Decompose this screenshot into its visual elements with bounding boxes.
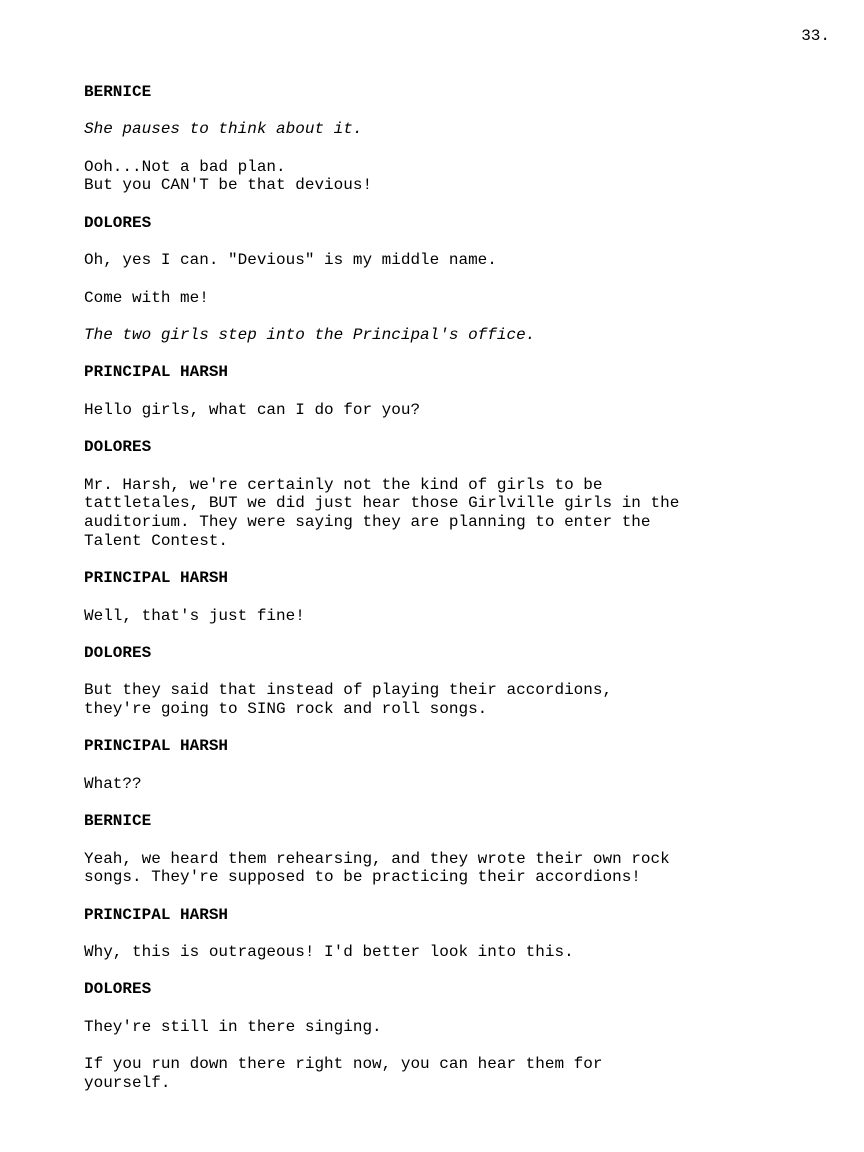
character-name: [84, 83, 844, 102]
dialogue: [84, 289, 844, 308]
script-line: BERNICE: [84, 83, 152, 101]
script-line: yourself.: [84, 1073, 171, 1092]
script-line: DOLORES: [84, 438, 152, 457]
script-line: But they said that instead of playing their accordions,: [84, 681, 613, 700]
stage-direction: [84, 120, 844, 139]
character-name: [84, 812, 844, 831]
script-line: PRINCIPAL HARSH: [84, 737, 229, 756]
character-name: [84, 980, 844, 999]
script-line: DOLORES: [84, 213, 152, 232]
script-line: But you CAN'T be that devious!: [84, 176, 373, 195]
character-name: [84, 906, 844, 925]
dialogue: [84, 681, 844, 718]
character-name: [84, 214, 844, 233]
script-line: Talent Contest.: [84, 531, 229, 550]
script-line: She pauses to think about it.: [84, 120, 363, 139]
dialogue: [84, 251, 844, 270]
character-name: [84, 363, 844, 382]
script-line: PRINCIPAL HARSH: [84, 905, 229, 924]
dialogue: [84, 1018, 844, 1037]
script-line: songs. They're supposed to be practicing their accordions!: [84, 868, 641, 887]
script-line: If you run down there right now, you can hear them for: [84, 1055, 603, 1074]
script-line: Mr. Harsh, we're certainly not the kind of girls to be: [84, 475, 603, 494]
script-line: DOLORES: [84, 980, 152, 999]
script-line: Hello girls, what can I do for you?: [84, 400, 421, 419]
script-line: they're going to SING rock and roll songs.: [84, 699, 488, 718]
dialogue: [84, 607, 844, 626]
dialogue: [84, 158, 844, 195]
script-line: Ooh...Not a bad plan.: [84, 157, 286, 176]
script-line: What??: [84, 774, 142, 793]
dialogue: [84, 775, 844, 794]
page-number: 33.: [801, 27, 830, 45]
character-name: [84, 438, 844, 457]
script-line: Yeah, we heard them rehearsing, and they wrote their own rock: [84, 849, 670, 868]
script-line: PRINCIPAL HARSH: [84, 363, 229, 382]
character-name: [84, 569, 844, 588]
script-line: Come with me!: [84, 288, 209, 307]
stage-direction: [84, 326, 844, 345]
script-line: tattletales, BUT we did just hear those Girlville girls in the: [84, 494, 680, 513]
dialogue: [84, 850, 844, 887]
script-line: Oh, yes I can. "Devious" is my middle name.: [84, 251, 497, 270]
script-line: They're still in there singing.: [84, 1017, 382, 1036]
script-line: PRINCIPAL HARSH: [84, 569, 229, 588]
script-line: auditorium. They were saying they are planning to enter the: [84, 513, 651, 532]
script-line: DOLORES: [84, 643, 152, 662]
script-line: Why, this is outrageous! I'd better look into this.: [84, 943, 574, 962]
dialogue: [84, 943, 844, 962]
character-name: [84, 737, 844, 756]
script-body: [84, 83, 844, 1111]
script-line: The two girls step into the Principal's office.: [84, 326, 536, 345]
script-line: BERNICE: [84, 812, 152, 831]
character-name: [84, 644, 844, 663]
dialogue: [84, 476, 844, 551]
dialogue: [84, 1055, 844, 1092]
dialogue: [84, 401, 844, 420]
script-line: Well, that's just fine!: [84, 606, 305, 625]
